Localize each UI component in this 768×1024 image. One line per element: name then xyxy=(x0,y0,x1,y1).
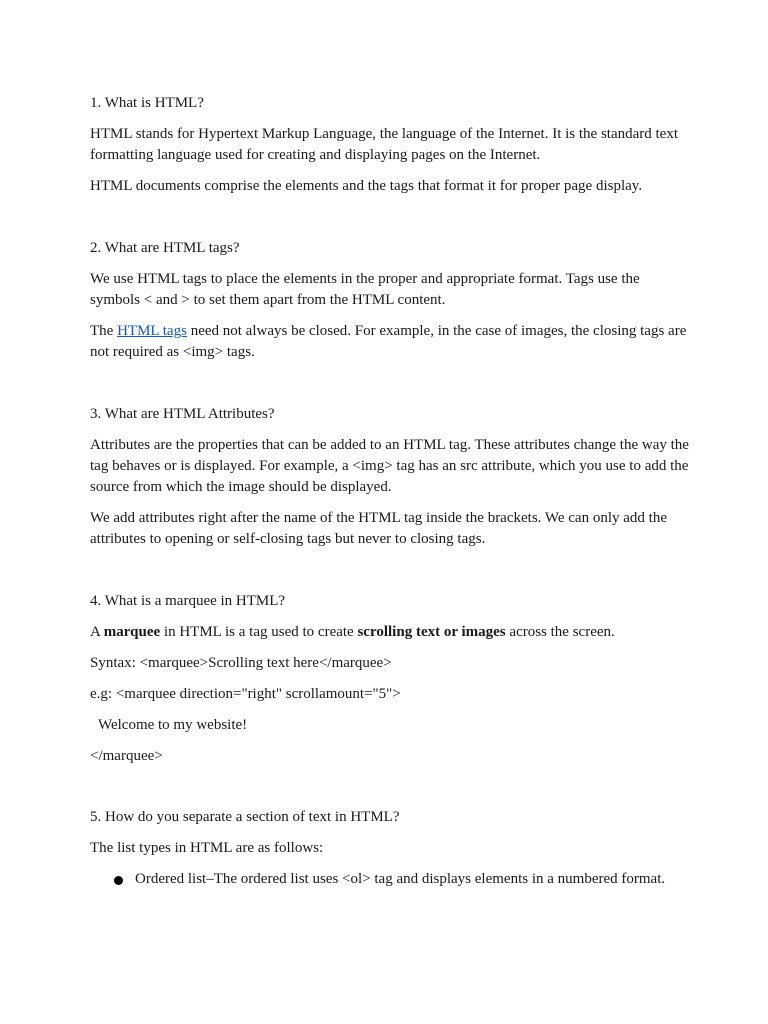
question-heading: 5. How do you separate a section of text in HTML? xyxy=(90,809,400,825)
question-heading: 3. What are HTML Attributes? xyxy=(90,406,275,422)
bullet-list xyxy=(90,869,690,890)
paragraph-text: A xyxy=(90,624,104,640)
paragraph: We add attributes right after the name of the HTML tag inside the brackets. We can only add the attributes to opening or self-closing tags but never to closing tags. xyxy=(90,510,667,547)
list-item-text: Ordered list–The ordered list uses <ol> tag and displays elements in a numbered format. xyxy=(135,871,666,887)
section-2 xyxy=(90,238,690,363)
paragraph: HTML documents comprise the elements and the tags that format it for proper page display. xyxy=(90,178,643,194)
example-close-line: </marquee> xyxy=(90,748,163,764)
section-3 xyxy=(90,404,690,550)
bold-term: marquee xyxy=(103,624,161,640)
section-4 xyxy=(90,591,690,767)
section-spacer xyxy=(90,207,690,238)
paragraph-text: The xyxy=(90,323,118,339)
paragraph: We use HTML tags to place the elements in the proper and appropriate format. Tags use the symbols < and > to set them apart from the HTML content. xyxy=(90,271,640,308)
list-item xyxy=(90,869,690,890)
bullet-icon xyxy=(114,876,123,885)
paragraph: Attributes are the properties that can be added to an HTML tag. These attributes change the way the tag behaves or is displayed. For example, a <img> tag has an src attribute, which you use to add the source from which the image should be displayed. xyxy=(90,437,689,495)
paragraph: HTML stands for Hypertext Markup Language, the language of the Internet. It is the standard text formatting language used for creating and displaying pages on the Internet. xyxy=(90,126,679,163)
question-heading: 2. What are HTML tags? xyxy=(90,240,240,256)
section-spacer xyxy=(90,777,690,807)
question-heading: 4. What is a marquee in HTML? xyxy=(90,593,286,609)
paragraph-text: need not always be closed. For example, in the case of images, the closing tags are not required as <img> tags. xyxy=(90,323,687,360)
paragraph xyxy=(90,321,690,363)
question-heading: 1. What is HTML? xyxy=(90,95,204,111)
section-1 xyxy=(90,93,690,197)
section-spacer xyxy=(90,560,690,591)
example-line: e.g: <marquee direction="right" scrollamount="5"> xyxy=(90,686,401,702)
document-page xyxy=(90,93,690,890)
bold-term: scrolling text or images xyxy=(357,624,506,640)
example-content-line: Welcome to my website! xyxy=(98,717,248,733)
html-tags-link[interactable]: HTML tags xyxy=(117,323,187,339)
syntax-line: Syntax: <marquee>Scrolling text here</marquee> xyxy=(90,655,392,671)
section-5 xyxy=(90,807,690,890)
paragraph-text: across the screen. xyxy=(505,624,615,640)
paragraph-text: in HTML is a tag used to create xyxy=(160,624,358,640)
paragraph: The list types in HTML are as follows: xyxy=(90,840,324,856)
section-spacer xyxy=(90,373,690,404)
paragraph xyxy=(90,622,690,643)
